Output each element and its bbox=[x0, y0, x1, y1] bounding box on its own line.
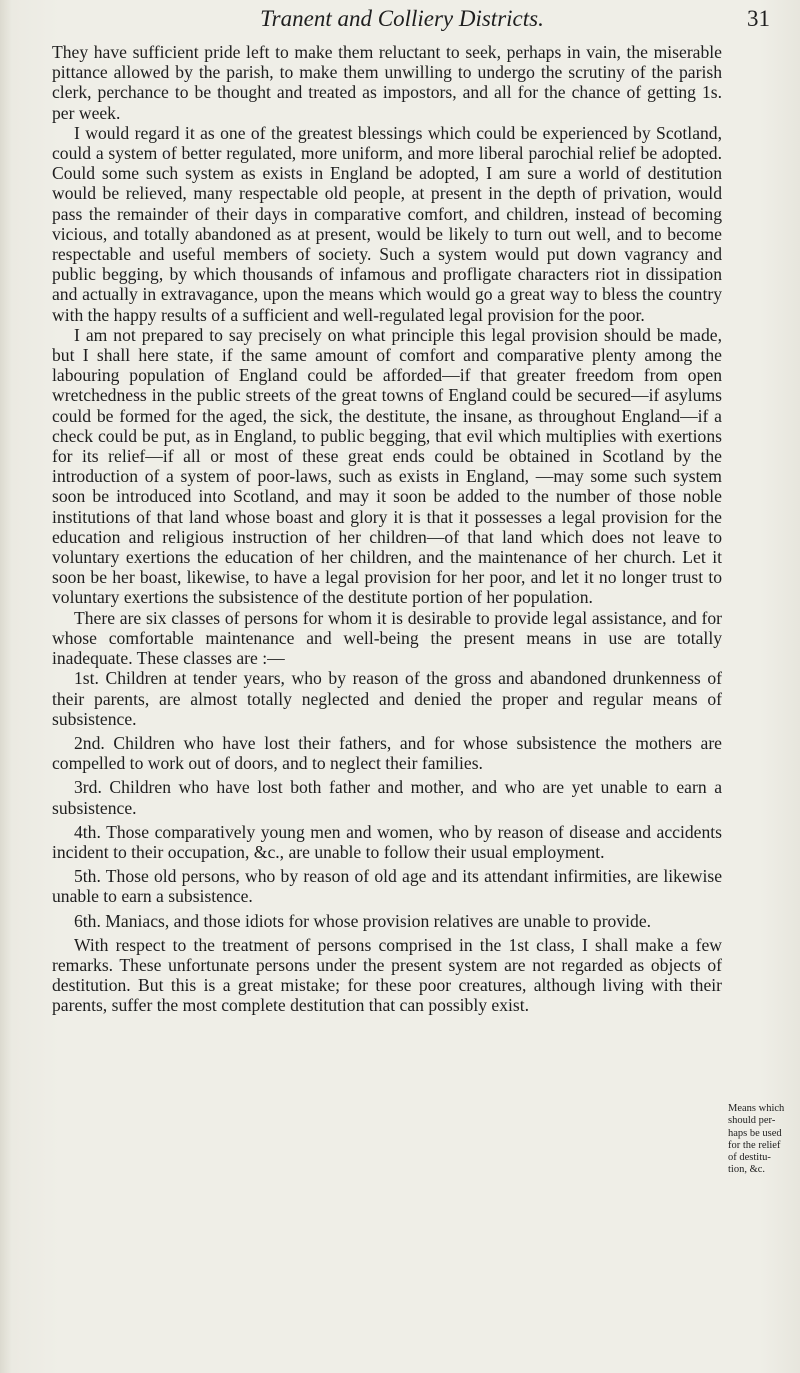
margin-note-line: for the relief bbox=[728, 1139, 781, 1151]
margin-note-line: of destitu- bbox=[728, 1152, 771, 1164]
paragraph: There are six classes of persons for whom it is desirable to provide legal assistance, and for whose comfortable maintenance and well-being the present means in use are totally inadequate. These classes are :— bbox=[52, 607, 722, 669]
paragraph: With respect to the treatment of persons comprised in the 1st class, I shall make a few remarks. These unfortunate persons under the present system are not regarded as objects of destitution. But this is a great mistake; for these poor creatures, although living with their parents, suffer the most complete destitution that can possibly exist. bbox=[52, 934, 722, 1016]
margin-note-line: tion, &c. bbox=[728, 1164, 766, 1176]
class-item: 3rd. Children who have lost both father and mother, and who are yet unable to earn a subsistence. bbox=[52, 777, 722, 818]
margin-note bbox=[728, 1103, 794, 1177]
running-title: Tranent and Colliery Districts. bbox=[260, 6, 544, 31]
margin-note-line: haps be used bbox=[728, 1127, 782, 1139]
page-header bbox=[52, 6, 770, 36]
class-item: 4th. Those comparatively young men and women, who by reason of disease and accidents incident to their occupation, &c., are unable to follow their usual employment. bbox=[52, 821, 722, 862]
body-text bbox=[52, 42, 722, 1016]
margin-note-line: should per- bbox=[728, 1115, 776, 1127]
paragraph: I am not prepared to say precisely on what principle this legal provision should be made, but I shall here state, if the same amount of comfort and comparative plenty among the labouring population of England could be afforded—if that greater freedom from open wretchedness in the public streets of the great towns of England could be secured—if asylums could be formed for the aged, the sick, the destitute, the insane, as throughout England—if a check could be put, as in England, to public begging, that evil which multiplies with exertions for its relief—if all or most of these great ends could be obtained in Scotland by the introduction of a system of poor-laws, such as exists in England, —may some such system soon be introduced into Scotland, and may it soon be added to the number of those noble institutions of that land whose boast and glory it is that it possesses a legal provision for the education and religious instruction of her children—of that land which does not leave to voluntary exertions the education of her children, and the maintenance of her church. Let it soon be her boast, likewise, to have a legal provision for her poor, and let it no longer trust to voluntary exertions the subsistence of the destitute portion of her population. bbox=[52, 324, 722, 608]
paragraph: They have sufficient pride left to make them reluctant to seek, perhaps in vain, the miserable pittance allowed by the parish, to make them unwilling to undergo the scrutiny of the parish clerk, perchance to be thought and treated as impostors, and all for the chance of getting 1s. per week. bbox=[52, 42, 722, 123]
class-item: 5th. Those old persons, who by reason of old age and its attendant infirmities, are likewise unable to earn a subsistence. bbox=[52, 866, 722, 907]
class-item: 1st. Children at tender years, who by reason of the gross and abandoned drunkenness of their parents, are almost totally neglected and denied the proper and regular means of subsistence. bbox=[52, 668, 722, 729]
class-item: 2nd. Children who have lost their fathers, and for whose subsistence the mothers are compelled to work out of doors, and to neglect their families. bbox=[52, 732, 722, 774]
class-item: 6th. Maniacs, and those idiots for whose provision relatives are unable to provide. bbox=[74, 910, 652, 931]
margin-note-line: Means which bbox=[728, 1103, 785, 1114]
page-number: 31 bbox=[747, 6, 770, 31]
paragraph: I would regard it as one of the greatest blessings which could be experienced by Scotland, could a system of better regulated, more uniform, and more liberal parochial relief be adopted. Could some such system as exists in England be adopted, I am sure a world of destitution would be relieved, many respectable old people, at present in the depth of privation, would pass the remainder of their days in comparative comfort, and children, instead of becoming vicious, and totally abandoned as at present, would be likely to turn out well, and to become respectable and useful members of society. Such a system would put down vagrancy and public begging, by which thousands of infamous and profligate characters riot in dissipation and actually in extravagance, upon the means which would go a great way to bless the country with the happy results of a sufficient and well-regulated legal provision for the poor. bbox=[52, 122, 722, 325]
